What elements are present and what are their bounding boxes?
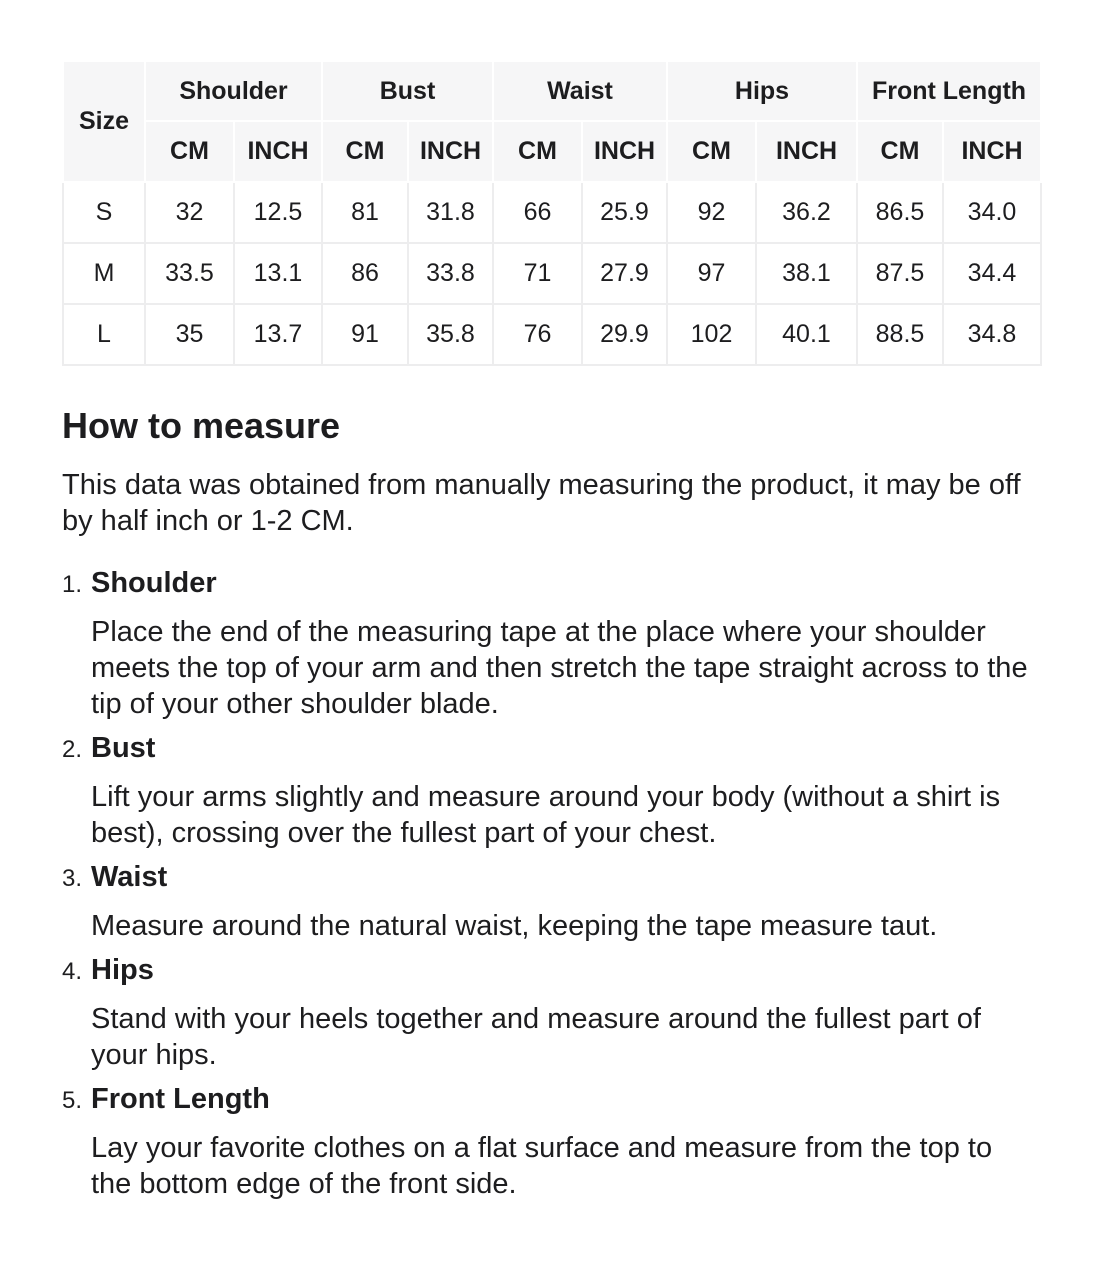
measure-instructions-list: [62, 565, 1030, 1202]
unit-header: INCH: [408, 121, 493, 182]
list-item-description: Place the end of the measuring tape at the place where your shoulder meets the top of your arm and then stretch the tape straight across to the tip of your other shoulder blade.: [91, 616, 1028, 721]
how-to-measure-section: [62, 404, 1030, 1202]
cell-value: 35: [145, 304, 234, 365]
list-item-number: 2.: [62, 736, 83, 764]
list-item-term: Waist: [91, 861, 168, 894]
cell-value: 92: [667, 182, 756, 243]
cell-value: 86: [322, 243, 408, 304]
unit-header: CM: [493, 121, 582, 182]
cell-value: 86.5: [857, 182, 943, 243]
size-label: L: [63, 304, 145, 365]
cell-value: 71: [493, 243, 582, 304]
list-item-hips: [62, 952, 1030, 1073]
list-item-number: 5.: [62, 1087, 83, 1115]
table-row-size-l: [63, 304, 1041, 365]
list-item-description: Lay your favorite clothes on a flat surface and measure from the top to the bottom edge of the front side.: [91, 1132, 993, 1201]
cell-value: 13.7: [234, 304, 322, 365]
unit-header: INCH: [943, 121, 1041, 182]
list-item-head: [62, 730, 1030, 771]
table-row-size-m: [63, 243, 1041, 304]
list-item-shoulder: [62, 565, 1030, 722]
list-item-description: Measure around the natural waist, keeping the tape measure taut.: [91, 910, 938, 943]
unit-header: CM: [322, 121, 408, 182]
cell-value: 13.1: [234, 243, 322, 304]
section-intro: This data was obtained from manually measuring the product, it may be off by half inch or 1-2 CM.: [62, 469, 1021, 538]
cell-value: 40.1: [756, 304, 857, 365]
list-item-head: [62, 859, 1030, 900]
table-row-size-s: [63, 182, 1041, 243]
list-item-term: Shoulder: [91, 567, 217, 600]
cell-value: 102: [667, 304, 756, 365]
cell-value: 87.5: [857, 243, 943, 304]
cell-value: 12.5: [234, 182, 322, 243]
cell-value: 32: [145, 182, 234, 243]
list-item-description: Lift your arms slightly and measure around your body (without a shirt is best), crossing over the fullest part of your chest.: [91, 781, 1001, 850]
cell-value: 31.8: [408, 182, 493, 243]
cell-value: 27.9: [582, 243, 667, 304]
size-label: M: [63, 243, 145, 304]
size-column-header: Size: [63, 61, 145, 182]
cell-value: 34.8: [943, 304, 1041, 365]
list-item-front-length: [62, 1081, 1030, 1202]
cell-value: 76: [493, 304, 582, 365]
list-item-number: 4.: [62, 958, 83, 986]
list-item-waist: [62, 859, 1030, 944]
list-item-term: Hips: [91, 954, 154, 987]
section-title: How to measure: [62, 405, 341, 446]
size-label: S: [63, 182, 145, 243]
cell-value: 33.5: [145, 243, 234, 304]
list-item-head: [62, 952, 1030, 993]
group-header-row: [63, 61, 1041, 121]
cell-value: 81: [322, 182, 408, 243]
unit-header: CM: [145, 121, 234, 182]
size-chart-header: [63, 61, 1041, 182]
unit-header: CM: [667, 121, 756, 182]
list-item-description: Stand with your heels together and measure around the fullest part of your hips.: [91, 1003, 981, 1072]
cell-value: 25.9: [582, 182, 667, 243]
cell-value: 91: [322, 304, 408, 365]
cell-value: 34.0: [943, 182, 1041, 243]
list-item-term: Front Length: [91, 1083, 270, 1116]
hips-group-header: Hips: [667, 61, 857, 121]
cell-value: 88.5: [857, 304, 943, 365]
cell-value: 97: [667, 243, 756, 304]
cell-value: 35.8: [408, 304, 493, 365]
shoulder-group-header: Shoulder: [145, 61, 322, 121]
unit-header: INCH: [756, 121, 857, 182]
unit-header: CM: [857, 121, 943, 182]
cell-value: 36.2: [756, 182, 857, 243]
list-item-head: [62, 1081, 1030, 1122]
size-chart-table: [62, 60, 1042, 366]
cell-value: 33.8: [408, 243, 493, 304]
unit-header: INCH: [234, 121, 322, 182]
cell-value: 66: [493, 182, 582, 243]
cell-value: 38.1: [756, 243, 857, 304]
list-item-number: 1.: [62, 571, 83, 599]
list-item-term: Bust: [91, 732, 156, 765]
list-item-head: [62, 565, 1030, 606]
bust-group-header: Bust: [322, 61, 493, 121]
list-item-number: 3.: [62, 865, 83, 893]
unit-header-row: [63, 121, 1041, 182]
size-chart-body: [63, 182, 1041, 365]
cell-value: 29.9: [582, 304, 667, 365]
list-item-bust: [62, 730, 1030, 851]
cell-value: 34.4: [943, 243, 1041, 304]
unit-header: INCH: [582, 121, 667, 182]
front-length-group-header: Front Length: [857, 61, 1041, 121]
waist-group-header: Waist: [493, 61, 667, 121]
